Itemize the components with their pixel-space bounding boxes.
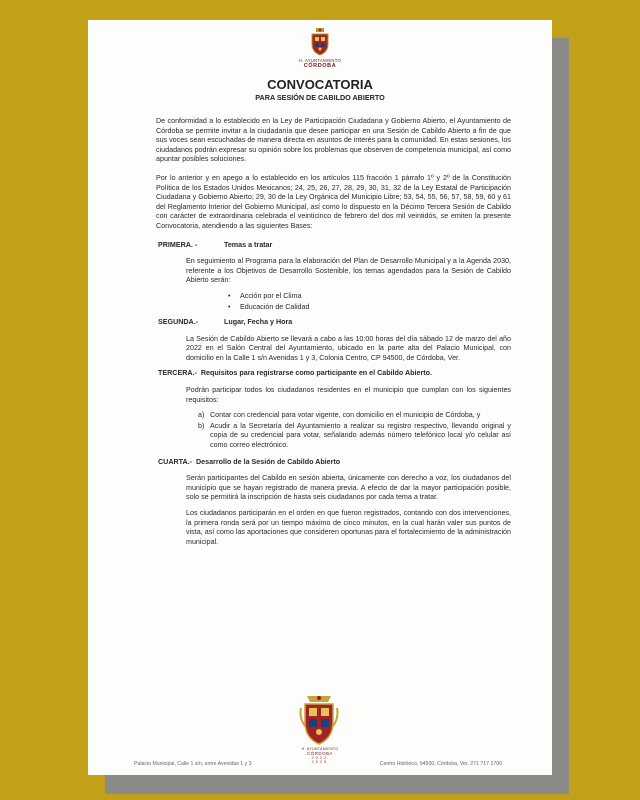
section-key: CUARTA.- <box>158 457 192 466</box>
section-text: Los ciudadanos participarán en el orden en que fueron registrados, contando con dos intervenciones, la primera ronda será por un tiempo máximo de cinco minutos, en la cual harán valer sus puntos de vista, así como las aportaciones que consideren oportunas para el fortalecimiento de la administración municipal. <box>186 509 511 546</box>
document-body <box>156 117 511 553</box>
letterhead <box>88 28 552 69</box>
section-title: Requisitos para registrarse como participante en el Cabildo Abierto. <box>200 369 432 378</box>
section-title: Temas a tratar <box>224 240 273 249</box>
item-text: Acudir a la Secretaría del Ayuntamiento a realizar su registro respectivo, llevando original y copia de su credencial para votar, señalando además número telefónico local y/o celular así como correo electrónico. <box>210 421 511 450</box>
footer-org-line1: H. AYUNTAMIENTO <box>301 747 339 751</box>
section-key: PRIMERA. - <box>158 240 198 249</box>
section-tercera-body <box>186 386 511 451</box>
section-primera-heading <box>158 241 511 251</box>
intro-paragraph-2: Por lo anterior y en apego a lo establecido en los artículos 115 fracción 1 párrafo 1º y 2º de la Constitución Política de los Estados Unidos Mexicanos; 24, 25, 26, 27, 28, 29, 30, 31, 32 de la Ley Estatal de Participación Ciudadana y Gobierno Abierto; 29, 30 de la Ley Orgánica del Municipio Libre; 53, 54, 55, 56, 57, 58, 59, 60 y 61 del Reglamento Interior del Gobierno Municipal, así como lo dispuesto en la Décimo Tercera Sesión de Cabildo con carácter de extraordinaria celebrada el veinticinco de febrero del dos mil veintidós, se emiten la presente Convocatoria, atendiendo a las siguientes Bases: <box>156 173 511 230</box>
coat-of-arms-icon <box>299 694 339 746</box>
section-segunda-body <box>186 335 511 364</box>
section-text: La Sesión de Cabildo Abierto se llevará a cabo a las 10:00 horas del día sábado 12 de marzo del año 2022 en el Salón Central del Ayuntamiento, ubicado en la parte alta del Palacio Municipal, con domicilio en la Calle 1 s/n Avenidas 1 y 3, Colonia Centro, CP 94500, de Córdoba, Ver. <box>186 334 511 362</box>
org-name-line1: H. AYUNTAMIENTO <box>298 58 342 63</box>
list-item <box>198 411 511 421</box>
footer-org-line2: CÓRDOBA <box>307 751 333 756</box>
section-primera-body <box>186 257 511 312</box>
document-title: CONVOCATORIA <box>267 77 373 92</box>
document-subtitle: PARA SESIÓN DE CABILDO ABIERTO <box>255 93 385 102</box>
list-item <box>198 422 511 451</box>
section-tercera-heading <box>158 369 511 379</box>
section-text: Serán participantes del Cabildo en sesión abierta, únicamente con derecho a voz, los ciudadanos del municipio que se hayan registrado de manera previa. A efecto de dar la mayor participación posible, solo se permitirá la inscripción de hasta seis ciudadanos por cada tema a tratar. <box>186 474 511 502</box>
footer-years-top: 2022 <box>311 756 329 760</box>
section-segunda-heading <box>158 318 511 328</box>
topics-list <box>228 292 511 312</box>
list-item: • Educación de Calidad <box>228 303 511 313</box>
section-text: Podrán participar todos los ciudadanos residentes en el municipio que cumplan con los siguientes requisitos: <box>186 386 511 404</box>
intro-paragraph-1: De conformidad a lo establecido en la Ley de Participación Ciudadana y Gobierno Abierto, el Ayuntamiento de Córdoba se permite invitar a la ciudadanía que desee participar en una Sesión de Cabildo Abierto a fin de que sus voces sean escuchadas de manera directa en asuntos de interés para la comunidad. En estas sesiones, los ciudadanos podrán expresar su opinión sobre los problemas que observen de competencia municipal, así como apuntar posibles soluciones. <box>156 117 511 164</box>
section-title: Desarrollo de la Sesión de Cabildo Abierto <box>195 457 341 466</box>
item-marker: a) <box>198 411 205 420</box>
footer-address-left: Palacio Municipal, Calle 1 s/n, entre Avenidas 1 y 3 <box>134 761 252 767</box>
org-name-line2: CÓRDOBA <box>303 63 337 69</box>
requirements-list <box>198 411 511 450</box>
section-key: TERCERA.- <box>158 369 197 378</box>
section-text: En seguimiento al Programa para la elaboración del Plan de Desarrollo Municipal y a la Agenda 2030, referente a los Objetivos de Desarrollo Sostenible, los temas agendados para la Sesión de Cabildo Abierto serán: <box>186 257 511 285</box>
item-text: Contar con credencial para votar vigente, con domicilio en el municipio de Córdoba, y <box>210 411 481 420</box>
section-cuarta-body <box>186 474 511 547</box>
section-cuarta-heading <box>158 458 511 468</box>
section-title: Lugar, Fecha y Hora <box>224 318 293 327</box>
coat-of-arms-icon <box>309 28 331 56</box>
list-item: • Acción por el Clima <box>228 292 511 302</box>
section-key: SEGUNDA.- <box>158 318 199 327</box>
footer-address-right: Centro Histórico, 94500, Córdoba, Ver. 271 717 1700 <box>379 761 502 767</box>
item-marker: b) <box>198 421 205 430</box>
footer-years-bottom: 2025 <box>311 760 329 764</box>
document-page <box>88 20 552 775</box>
